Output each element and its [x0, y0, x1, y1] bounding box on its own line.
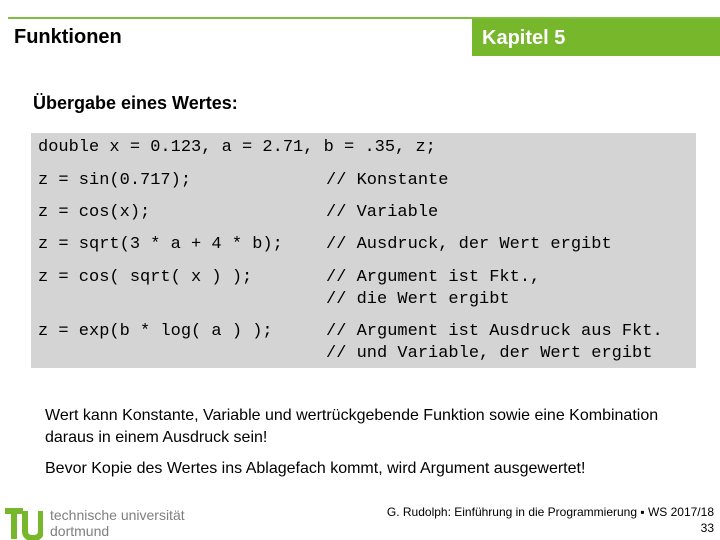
- note-paragraph: Bevor Kopie des Wertes ins Ablagefach kommt, wird Argument ausgewertet!: [45, 460, 586, 477]
- page-number: 33: [700, 521, 714, 535]
- page-title: Funktionen: [14, 26, 122, 48]
- code-statement: z = sin(0.717);: [38, 171, 192, 190]
- tu-logo-icon: [3, 503, 43, 540]
- code-block: [31, 133, 696, 368]
- code-comment: // Argument ist Ausdruck aus Fkt.: [326, 322, 663, 341]
- code-comment: // Konstante: [326, 171, 449, 190]
- logo-line-1: technische universität: [50, 507, 185, 523]
- code-statement: z = exp(b * log( a ) );: [38, 322, 273, 341]
- code-comment: // Variable: [326, 203, 439, 222]
- university-logo: [3, 503, 193, 540]
- code-comment: // die Wert ergibt: [326, 290, 510, 309]
- code-comment: // Ausdruck, der Wert ergibt: [326, 235, 612, 254]
- code-comment: // und Variable, der Wert ergibt: [326, 344, 653, 363]
- explanation-paragraph: Wert kann Konstante, Variable und wertrückgebende Funktion sowie eine Kombination daraus in einem Ausdruck sein!: [45, 407, 659, 446]
- logo-wordmark: [50, 507, 185, 539]
- logo-line-2: dortmund: [50, 523, 110, 539]
- code-comment: // Argument ist Fkt.,: [326, 268, 541, 287]
- code-statement: z = cos(x);: [38, 203, 151, 222]
- code-declaration: double x = 0.123, a = 2.71, b = .35, z;: [38, 138, 436, 157]
- footer-credit: G. Rudolph: Einführung in die Programmierung ▪ WS 2017/18: [386, 505, 714, 519]
- code-statement: z = sqrt(3 * a + 4 * b);: [38, 235, 283, 254]
- code-statement: z = cos( sqrt( x ) );: [38, 268, 253, 287]
- chapter-label: Kapitel 5: [482, 27, 566, 49]
- chapter-badge: [472, 19, 720, 56]
- section-heading: Übergabe eines Wertes:: [33, 93, 238, 113]
